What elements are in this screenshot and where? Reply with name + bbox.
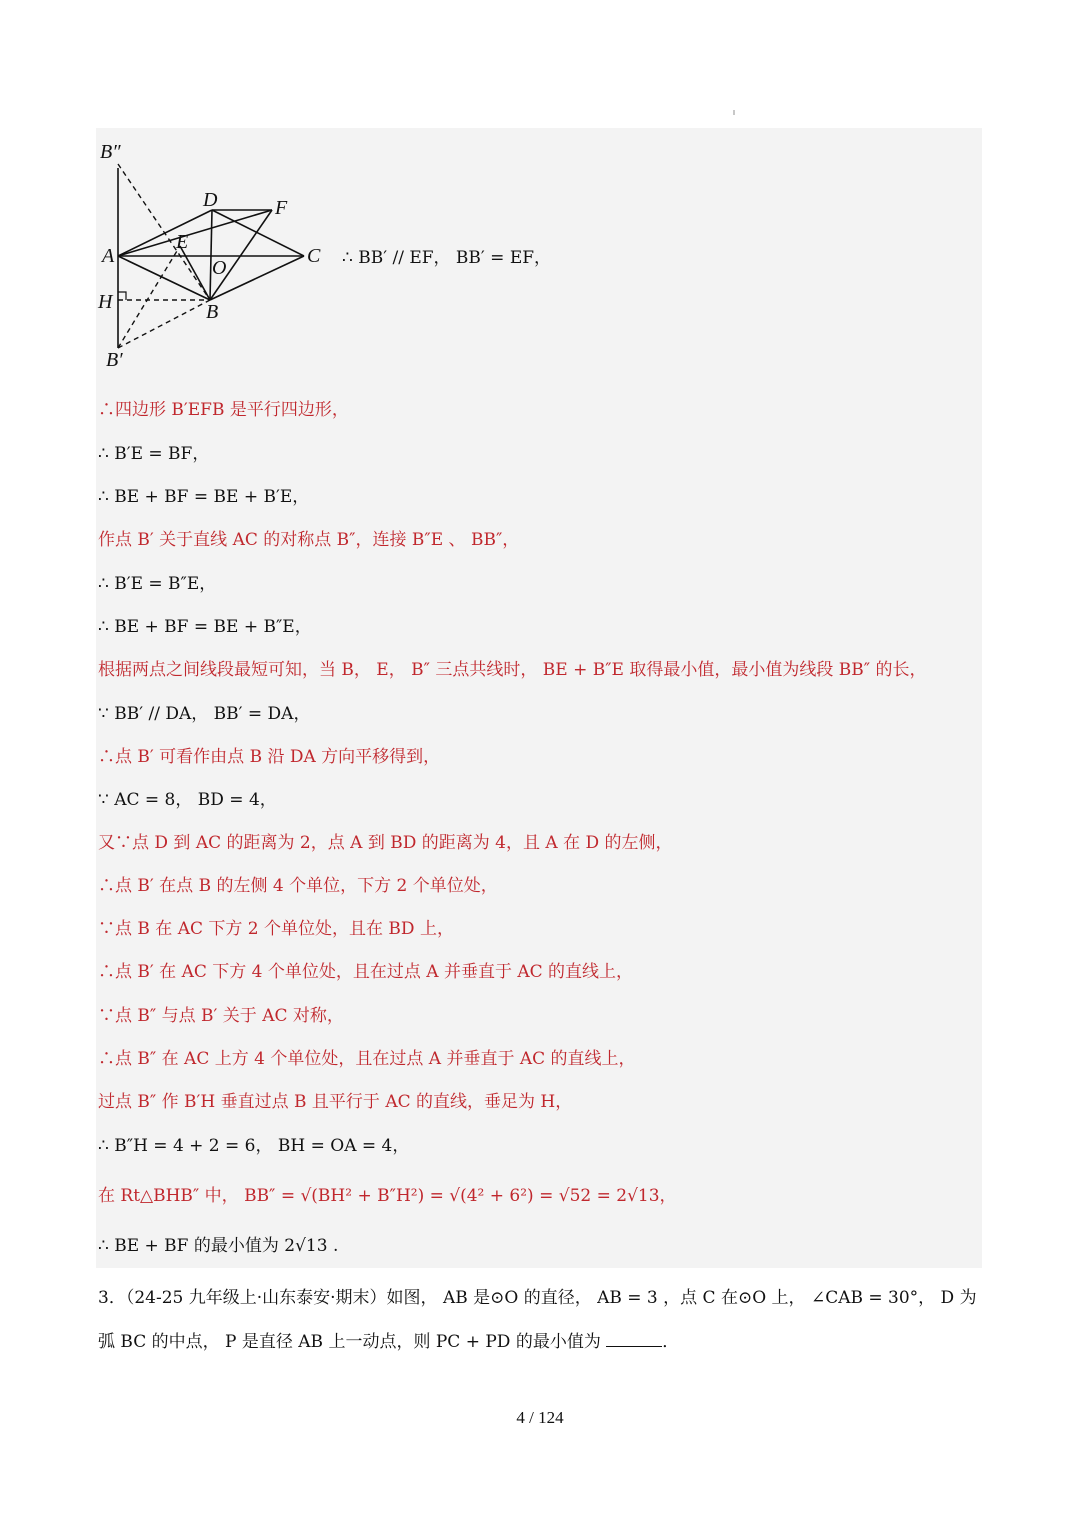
label-b: B <box>206 301 219 323</box>
solution-line-6: ∴ B′E = B″E， <box>98 574 217 594</box>
solution-line-13: ∴点 B′ 在点 B 的左侧 4 个单位，下方 2 个单位处， <box>98 876 498 896</box>
solution-line-1: ∴ BB′ // EF， BB′ = EF， <box>342 248 552 268</box>
solution-line-20: 在 Rt△BHB″ 中， BB″ = √(BH² + B″H²) = √(4² + 6²) = √52 = 2√13， <box>98 1186 677 1206</box>
segment-ba <box>118 256 210 300</box>
solution-line-5: 作点 B′ 关于直线 AC 的对称点 B″，连接 B″E 、 BB″， <box>98 530 520 550</box>
label-o: O <box>212 257 227 279</box>
solution-line-18: 过点 B″ 作 B′H 垂直过点 B 且平行于 AC 的直线，垂足为 H， <box>98 1092 573 1112</box>
solution-line-9: ∵ BB′ // DA， BB′ = DA， <box>98 704 311 724</box>
solution-line-2: ∴四边形 B′EFB 是平行四边形， <box>98 400 349 420</box>
solution-line-14: ∵点 B 在 AC 下方 2 个单位处，且在 BD 上， <box>98 919 454 939</box>
label-b-prime: B′ <box>106 349 123 371</box>
question-text: 3．（24-25 九年级上·山东泰安·期末）如图， AB 是⊙O 的直径， AB = 3 ，点 C 在⊙O 上， ∠CAB = 30°， D 为弧 BC 的中点， P 是直径 AB 上一动点，则 PC + PD 的最小值为 <box>98 1288 977 1352</box>
solution-line-19: ∴ B″H = 4 + 2 = 6， BH = OA = 4， <box>98 1136 410 1156</box>
solution-line-12: 又∵点 D 到 AC 的距离为 2，点 A 到 BD 的距离为 4，且 A 在 D 的左侧， <box>98 833 673 853</box>
page-number: 4 / 124 <box>516 1408 564 1427</box>
solution-line-21: ∴ BE + BF 的最小值为 2√13 . <box>98 1236 339 1256</box>
solution-block <box>96 128 982 1268</box>
right-angle-mark <box>118 292 126 300</box>
answer-blank[interactable] <box>606 1328 662 1347</box>
label-c: C <box>307 245 321 267</box>
solution-line-11: ∵ AC = 8， BD = 4， <box>98 790 277 810</box>
segment-db <box>210 210 212 300</box>
question-end: ． <box>662 1332 680 1352</box>
solution-line-16: ∵点 B″ 与点 B′ 关于 AC 对称， <box>98 1006 344 1026</box>
label-h: H <box>98 291 113 313</box>
solution-line-8: 根据两点之间线段最短可知，当 B， E， B″ 三点共线时， BE + B″E 取得最小值，最小值为线段 BB″ 的长， <box>98 660 927 680</box>
solution-line-3: ∴ B′E = BF， <box>98 444 210 464</box>
label-f: F <box>275 197 288 219</box>
solution-line-15: ∴点 B′ 在 AC 下方 4 个单位处，且在过点 A 并垂直于 AC 的直线上， <box>98 962 634 982</box>
geometry-figure <box>96 128 346 378</box>
label-a: A <box>102 245 115 267</box>
solution-line-17: ∴点 B″ 在 AC 上方 4 个单位处，且在过点 A 并垂直于 AC 的直线上， <box>98 1049 636 1069</box>
label-e: E <box>176 231 189 253</box>
segment-eb <box>180 246 210 300</box>
question-3 <box>98 1276 984 1364</box>
segment-fb <box>210 210 272 300</box>
scan-mark <box>733 110 735 115</box>
label-b-double-prime: B″ <box>100 141 121 163</box>
segment-af <box>118 210 272 256</box>
segment-dc <box>212 210 304 256</box>
solution-line-7: ∴ BE + BF = BE + B″E， <box>98 617 312 637</box>
solution-line-4: ∴ BE + BF = BE + B′E， <box>98 487 310 507</box>
solution-line-10: ∴点 B′ 可看作由点 B 沿 DA 方向平移得到， <box>98 747 441 767</box>
label-d: D <box>203 189 218 211</box>
